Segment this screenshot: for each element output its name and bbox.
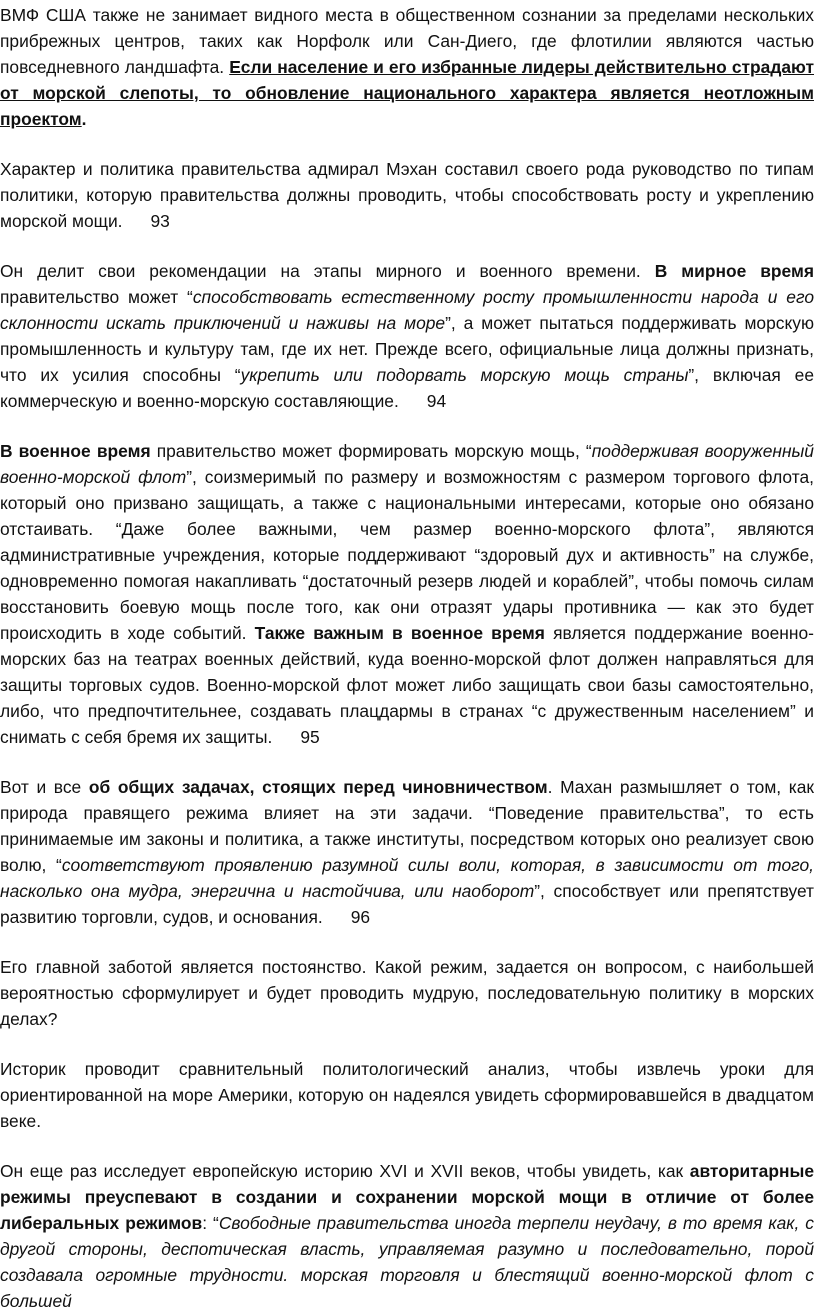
bold-emphasis: В военное время [0, 441, 151, 461]
paragraph-text: является поддержание военно-морских баз на театрах военных действий, куда военно-морской флот должен направляться для защиты торговых судов. Военно-морской флот может либо защищать свои базы самостоятельно, либо, что предпочтительнее, создавать плацдармы в странах “с дружественным населением” и снимать с себя бремя их защиты. [0, 623, 814, 747]
paragraph-text: Историк проводит сравнительный политологический анализ, чтобы извлечь уроки для ориентированной на море Америки, которую он надеялся увидеть сформировавшейся в двадцатом веке. [0, 1059, 814, 1131]
page-reference: 95 [300, 727, 320, 747]
bold-emphasis: об общих задачах, стоящих перед чиновничеством [88, 777, 548, 797]
paragraph-text: ”, соизмеримый по размеру и возможностям с размером торгового флота, который оно призвано защищать, а также с национальными интересами, которые оно обязано отстаивать. “Даже более важными, чем размер военно-морского флота”, являются административные учреждения, которые поддерживают “здоровый дух и активность” на службе, одновременно помогая накапливать “достаточный резерв людей и кораблей”, чтобы помочь силам восстановить боевую мощь после того, как они отразят удары противника — как это будет происходить в ходе событий. [0, 467, 814, 643]
paragraph-text: Он еще раз исследует европейскую историю XVI и XVII веков, чтобы увидеть, как [0, 1161, 690, 1181]
paragraph-text: ВМФ США также не занимает видного места в общественном сознании за пределами нескольких прибрежных центров, таких как Норфолк или Сан-Диего, где флотилии являются частью повседневного ландшафта. [0, 5, 814, 77]
paragraph-text: : “ [202, 1213, 219, 1233]
page-reference: 96 [350, 907, 371, 927]
paragraph-peacetime [0, 258, 814, 414]
paragraph-text: правительство может “ [0, 287, 193, 307]
paragraph-fleet-awareness [0, 2, 814, 132]
paragraph-text: ”, включая ее коммерческую и военно-морскую составляющие. [0, 365, 815, 411]
paragraph-text: . Махан размышляет о том, как природа правящего режима влияет на эти задачи. “Поведение правительства”, то есть принимаемые им законы и политика, а также институты, посредством которых оно реализует свою волю, “ [0, 777, 814, 875]
page-reference: 93 [150, 211, 170, 231]
paragraph-text: Его главной заботой является постоянство. Какой режим, задается он вопросом, с наибольшей вероятностью сформулирует и будет проводить мудрую, последовательную политику в морских делах? [0, 957, 814, 1029]
paragraph-wartime [0, 438, 814, 750]
italic-quote: укрепить или подорвать морскую мощь страны [240, 365, 689, 385]
paragraph-text: ”, способствует или препятствует развитию торговли, судов, и основания. [0, 881, 814, 927]
paragraph-regime-influence [0, 774, 814, 930]
paragraph-constancy [0, 954, 814, 1032]
bold-emphasis: авторитарные режимы преуспевают в создании и сохранении морской мощи в отличие от более либеральных режимов [0, 1161, 814, 1233]
italic-quote: Свободные правительства иногда терпели неудачу, в то время как, с другой стороны, деспотическая власть, управляемая разумно и последовательно, порой создавала огромные трудности. морская торговля и блестящий военно-морской флот с большей [0, 1213, 814, 1311]
paragraph-european-history [0, 1158, 814, 1314]
paragraph-text: ”, а может пытаться поддерживать морскую промышленность и культуру там, где их нет. Прежде всего, официальные лица должны признать, что их усилия способны “ [0, 313, 814, 385]
italic-quote: поддерживая вооруженный военно-морской флот [0, 441, 814, 487]
paragraph-text: Он делит свои рекомендации на этапы мирного и военного времени. [0, 261, 655, 281]
bold-emphasis: В мирное время [654, 261, 814, 281]
paragraph-text: Характер и политика правительства адмирал Мэхан составил своего рода руководство по типам политики, которую правительства должны проводить, чтобы способствовать росту и укреплению морской мощи. [0, 159, 814, 231]
paragraph-government-character [0, 156, 814, 234]
italic-quote: соответствуют проявлению разумной силы воли, которая, в зависимости от того, насколько она мудра, энергична и настойчива, или наоборот [0, 855, 814, 901]
paragraph-comparative-analysis [0, 1056, 814, 1134]
underlined-emphasis: Если население и его избранные лидеры действительно страдают от морской слепоты, то обновление национального характера является неотложным проектом [0, 57, 814, 129]
paragraph-text: Вот и все [0, 777, 89, 797]
paragraph-text: правительство может формировать морскую мощь, “ [150, 441, 592, 461]
punctuation: . [81, 109, 87, 129]
bold-emphasis: Также важным в военное время [254, 623, 545, 643]
italic-quote: способствовать естественному росту промышленности народа и его склонности искать приключений и наживы на море [0, 287, 814, 333]
page-reference: 94 [426, 391, 447, 411]
